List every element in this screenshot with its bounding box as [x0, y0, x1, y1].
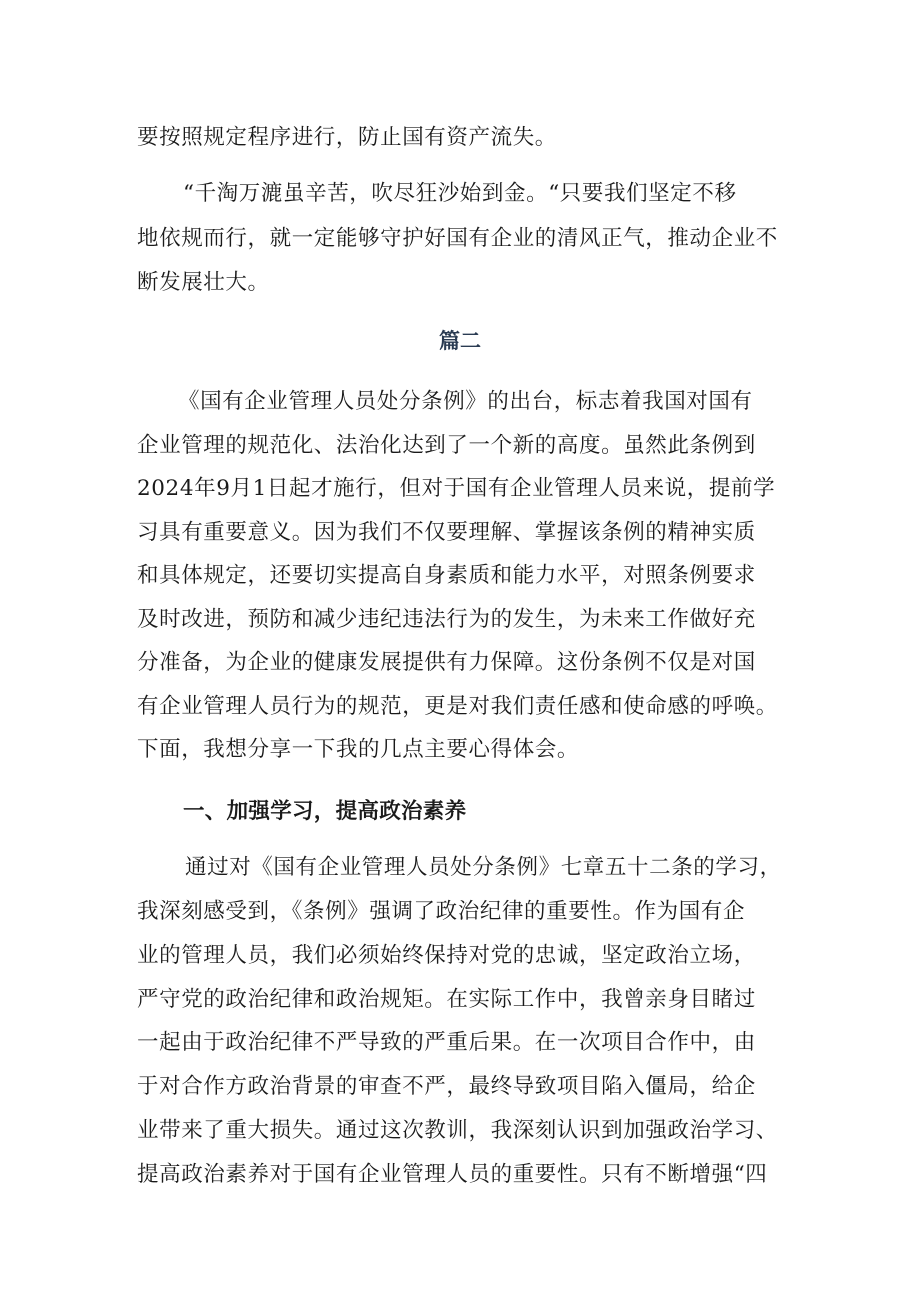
paragraph-line: 地依规而行，就一定能够守护好国有企业的清风正气，推动企业不	[137, 226, 778, 251]
paragraph-line: 提高政治素养对于国有企业管理人员的重要性。只有不断增强“四	[137, 1162, 768, 1187]
paragraph-line: 习具有重要意义。因为我们不仅要理解、掌握该条例的精神实质	[137, 520, 756, 545]
paragraph-line: 企业管理的规范化、法治化达到了一个新的高度。虽然此条例到	[137, 433, 756, 458]
paragraph-line: 通过对《国有企业管理人员处分条例》七章五十二条的学习，	[185, 855, 782, 880]
paragraph-line: 和具体规定，还要切实提高自身素质和能力水平，对照条例要求	[137, 563, 756, 588]
paragraph-line: 《国有企业管理人员处分条例》的出台，标志着我国对国有	[178, 389, 753, 414]
paragraph-line: 我深刻感受到，《条例》强调了政治纪律的重要性。作为国有企	[137, 899, 746, 924]
part-title: 篇二	[439, 329, 481, 353]
paragraph-line: 及时改进，预防和减少违纪违法行为的发生，为未来工作做好充	[137, 607, 756, 632]
paragraph-line: 于对合作方政治背景的审查不严，最终导致项目陷入僵局，给企	[137, 1074, 756, 1099]
paragraph-line: 业的管理人员，我们必须始终保持对党的忠诚，坚定政治立场，	[137, 943, 756, 968]
section-heading: 一、加强学习，提高政治素养	[183, 799, 467, 824]
paragraph-line: 要按照规定程序进行，防止国有资产流失。	[137, 125, 557, 150]
paragraph-line: 严守党的政治纪律和政治规矩。在实际工作中，我曾亲身目睹过	[137, 987, 756, 1012]
paragraph-line: 下面，我想分享一下我的几点主要心得体会。	[137, 737, 580, 762]
paragraph-line: 分准备，为企业的健康发展提供有力保障。这份条例不仅是对国	[137, 650, 756, 675]
paragraph-line: 一起由于政治纪律不严导致的严重后果。在一次项目合作中，由	[137, 1030, 756, 1055]
paragraph-line: 断发展壮大。	[137, 270, 270, 295]
paragraph-line: “千淘万漉虽辛苦，吹尽狂沙始到金。“只要我们坚定不移	[183, 181, 737, 206]
paragraph-line: 2024年9月1日起才施行，但对于国有企业管理人员来说，提前学	[137, 476, 776, 501]
paragraph-line: 业带来了重大损失。通过这次教训，我深刻认识到加强政治学习、	[137, 1118, 778, 1143]
paragraph-line: 有企业管理人员行为的规范，更是对我们责任感和使命感的呼唤。	[137, 694, 778, 719]
